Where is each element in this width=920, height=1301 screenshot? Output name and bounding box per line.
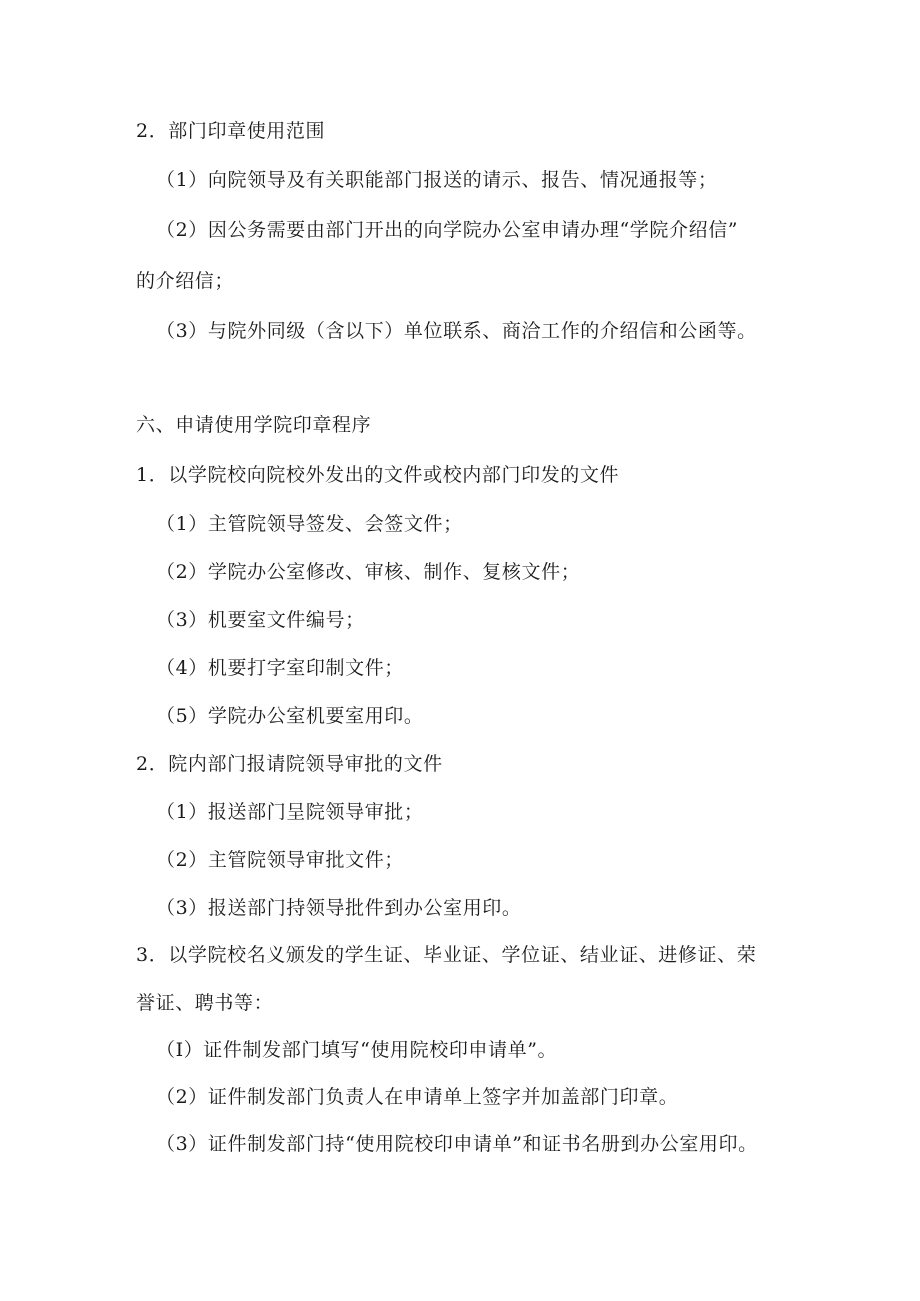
list-item: （5）学院办公室机要室用印。 — [156, 705, 424, 727]
list-item: （1）向院领导及有关职能部门报送的请示、报告、情况通报等； — [156, 169, 718, 191]
list-item: （2）因公务需要由部门开出的向学院办公室申请办理“学院介绍信” — [156, 219, 739, 241]
list-item: （4）机要打字室印制文件； — [156, 657, 404, 679]
list-item: （1）主管院领导签发、会签文件； — [156, 513, 463, 535]
list-item: （2）学院办公室修改、审核、制作、复核文件； — [156, 561, 581, 583]
list-item: （3）与院外同级（含以下）单位联系、商洽工作的介绍信和公函等。 — [156, 320, 757, 342]
section-heading-continuation: 誉证、聘书等： — [136, 992, 274, 1014]
section-heading: 1．以学院校向院校外发出的文件或校内部门印发的文件 — [136, 464, 620, 486]
chapter-heading: 六、申请使用学院印章程序 — [136, 414, 372, 436]
list-item: （3）证件制发部门持“使用院校印申请单”和证书名册到办公室用印。 — [156, 1133, 758, 1155]
section-heading: 3．以学院校名义颁发的学生证、毕业证、学位证、结业证、进修证、荣 — [136, 944, 757, 966]
list-item: （I）证件制发部门填写“使用院校印申请单”。 — [156, 1039, 558, 1061]
section-heading: 2．部门印章使用范围 — [136, 120, 326, 142]
list-item: （3）报送部门持领导批件到办公室用印。 — [156, 897, 522, 919]
section-heading: 2．院内部门报请院领导审批的文件 — [136, 753, 443, 775]
list-item: （2）证件制发部门负责人在申请单上签字并加盖部门印章。 — [156, 1086, 679, 1108]
list-item-continuation: 的介绍信； — [136, 270, 235, 292]
list-item: （3）机要室文件编号； — [156, 609, 365, 631]
list-item: （1）报送部门呈院领导审批； — [156, 801, 424, 823]
list-item: （2）主管院领导审批文件； — [156, 849, 404, 871]
